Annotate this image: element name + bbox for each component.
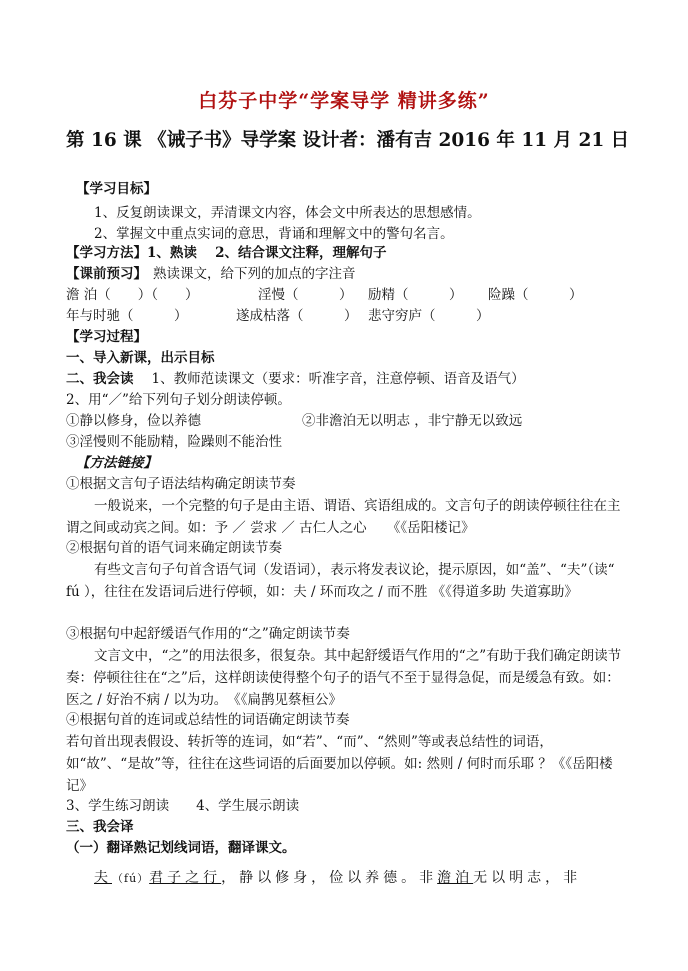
method-3-title: ③根据句中起舒缓语气作用的“之”确定朗读节奏 <box>66 626 350 642</box>
sentence-1: ①静以修身，俭以养德 <box>66 413 201 429</box>
translate-passage-line <box>94 869 581 888</box>
underlined-word-fu: 夫 <box>94 870 112 886</box>
method-1-text: 一般说来，一个完整的句子是由主语、谓语、宾语组成的。文言句子的朗读停顿往往在主谓之间或动宾之间。如：予 ／ 尝求 ／ 古仁人之心 《《岳阳楼记》 <box>66 498 621 536</box>
preview-word-7: 悲守穷庐（ ） <box>368 308 490 324</box>
preview-word-3: 励精（ ） <box>368 287 463 303</box>
goals-heading: 【学习目标】 <box>76 181 157 197</box>
step-2-label: 二、我会读 <box>66 371 134 387</box>
lesson-subtitle: 第 16 课 《诫子书》导学案 设计者：潘有吉 2016 年 11 月 21 日 <box>66 130 630 151</box>
process-heading: 【学习过程】 <box>66 329 147 345</box>
method-4-text: 若句首出现表假设、转折等的连词，如“若”、“而”、“然则”等或表总结性的词语，如“故”、“是故”等，往往在这些词语的后面要加以停顿。如: 然则 / 何时而乐耶 ？《《岳阳楼记》 <box>66 734 613 794</box>
method-3-text: 文言文中，“之”的用法很多，很复杂。其中起舒缓语气作用的“之”有助于我们确定朗读节奏：停顿往往在“之”后，这样朗读使得整个句子的语气不至于显得急促，而是缓急有致。如：医之 / 好治不病 / 以为功。 《《扁鹊见蔡桓公》 <box>66 648 622 708</box>
preview-word-2: 淫慢（ ） <box>258 287 353 303</box>
method-2-title: ②根据句首的语气词来确定朗读节奏 <box>66 540 282 556</box>
passage-text-1: ，静以修身，俭以养德。非 <box>221 870 438 886</box>
step-2-sub: 2、用“／”给下列句子划分朗读停顿。 <box>66 392 291 408</box>
pinyin-fu: （fú） <box>112 872 150 885</box>
translate-heading: 三、我会译 <box>66 819 134 835</box>
underlined-phrase-junzi: 君子之行 <box>149 870 222 886</box>
method-1-title: ①根据文言句子语法结构确定朗读节奏 <box>66 476 296 492</box>
method-link-heading: 【方法链接】 <box>76 455 157 471</box>
method-2-text: 有些文言句子句首含语气词（发语词），表示将发表议论，提示原因，如“盖”、“夫”（读“ fú ），往往在发语词后进行停顿，如：夫 / 环而攻之 / 而不胜 《《得道多助 失道寡助》 <box>66 562 615 600</box>
step-2-text: 1、教师范读课文（要求：听准字音，注意停顿、语音及语气） <box>151 371 525 387</box>
sentence-2: ②非澹泊无以明志 ，非宁静无以致远 <box>302 413 523 429</box>
translate-subheading: （一）翻译熟记划线词语，翻译课文。 <box>66 840 296 856</box>
preview-word-6: 遂成枯落（ ） <box>236 308 358 324</box>
preview-instruction: 熟读课文，给下列的加点的字注音 <box>153 266 356 282</box>
goal-item-1: 1、反复朗读课文，弄清课文内容，体会文中所表达的思想感情。 <box>94 205 481 221</box>
preview-word-4: 险躁（ ） <box>488 287 583 303</box>
preview-heading: 【课前预习】 <box>66 266 147 282</box>
step-2-line <box>66 370 525 388</box>
method-4-title: ④根据句首的连词或总结性的词语确定朗读节奏 <box>66 712 350 728</box>
step-1: 一、导入新课，出示目标 <box>66 350 215 366</box>
passage-text-2: 无以明志，非 <box>473 870 582 886</box>
preview-word-1: 澹 泊（ ）（ ） <box>66 287 199 303</box>
preview-line <box>66 265 356 283</box>
method-line: 【学习方法】1、熟读 2、结合课文注释，理解句子 <box>66 245 387 261</box>
underlined-word-danbo: 澹泊 <box>437 870 474 886</box>
goal-item-2: 2、掌握文中重点实词的意思，背诵和理解文中的警句名言。 <box>94 226 454 242</box>
school-title: 白芬子中学“学案导学 精讲多练” <box>198 90 490 112</box>
steps-3-4: 3、学生练习朗读 4、学生展示朗读 <box>66 798 300 814</box>
preview-word-5: 年与时驰（ ） <box>66 308 188 324</box>
sentence-3: ③淫慢则不能励精，险躁则不能治性 <box>66 434 282 450</box>
